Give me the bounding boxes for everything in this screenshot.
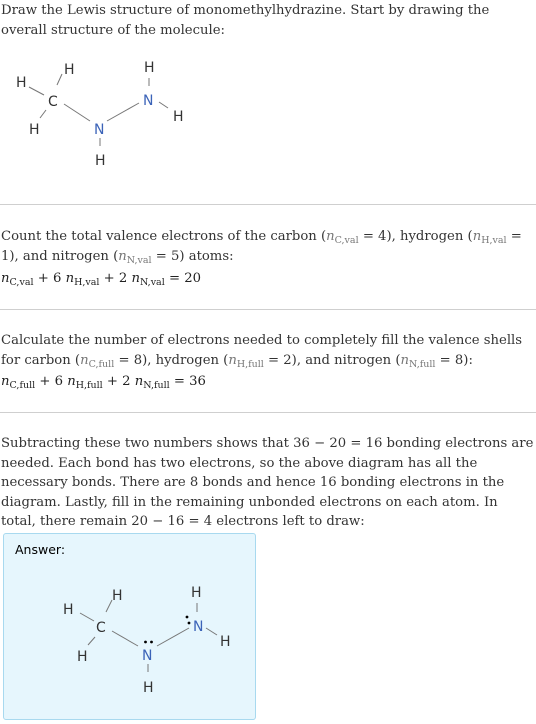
atom-c: C [48, 94, 58, 110]
atom-h: H [144, 60, 155, 76]
atom-h: H [16, 75, 27, 91]
atom-n: N [142, 648, 153, 664]
step2-text: Calculate the number of electrons needed to completely fill the valence shells for carbon $(n_{C,full} = 8)$, hydrogen $(n_{H,full} = 2)$, and nitrogen $(n_{N,full} = 8)$: [1, 333, 523, 370]
atom-h: H [191, 585, 202, 601]
step2-equation: $n_{C,full} + 6$ $n_{H,full} + 2$ $n_{N,full} = 36$ [1, 374, 206, 391]
divider [0, 204, 536, 205]
atom-c: C [96, 620, 106, 636]
divider [0, 309, 536, 310]
atom-h: H [173, 109, 184, 125]
lone-pair-electron [150, 641, 153, 644]
atom-h: H [63, 602, 74, 618]
structure-diagram [0, 0, 536, 200]
atom-h: H [64, 62, 75, 78]
atom-h: H [77, 649, 88, 665]
step1-equation: $n_{C,val} + 6$ $n_{H,val} + 2$ $n_{N,val} = 20$ [1, 271, 201, 288]
lone-pair-electron [186, 616, 189, 619]
answer-label: Answer: [15, 542, 66, 557]
step3-text: Subtracting these two numbers shows that 36 − 20 = 16 bonding electrons are needed. Each bond has two electrons, so the above diagram has all the necessary bonds. There are 8 bonds and hence 16 bonding electrons in the diagram. Lastly, fill in the remaining unbonded electrons on each atom. In total, there remain 20 − 16 = 4 electrons left to draw: [1, 436, 534, 530]
atom-n: N [143, 93, 154, 109]
atom-n: N [94, 122, 105, 138]
lone-pair-electron [188, 622, 191, 625]
atom-h: H [112, 588, 123, 604]
atom-h: H [143, 680, 154, 696]
atom-h: H [220, 634, 231, 650]
atom-n: N [193, 619, 204, 635]
atom-h: H [95, 153, 106, 169]
lone-pair-electron [144, 641, 147, 644]
answer-box [3, 533, 256, 720]
atom-h: H [29, 122, 40, 138]
answer-structure-diagram [4, 534, 257, 721]
divider [0, 412, 536, 413]
step1-text: Count the total valence electrons of the carbon $(n_{C,val} = 4)$, hydrogen $(n_{H,val} = 1)$, and nitrogen $(n_{N,val} = 5)$ atoms: [1, 229, 522, 266]
intro-text: Draw the Lewis structure of monomethylhydrazine. Start by drawing the overall structure of the molecule: [1, 3, 490, 38]
